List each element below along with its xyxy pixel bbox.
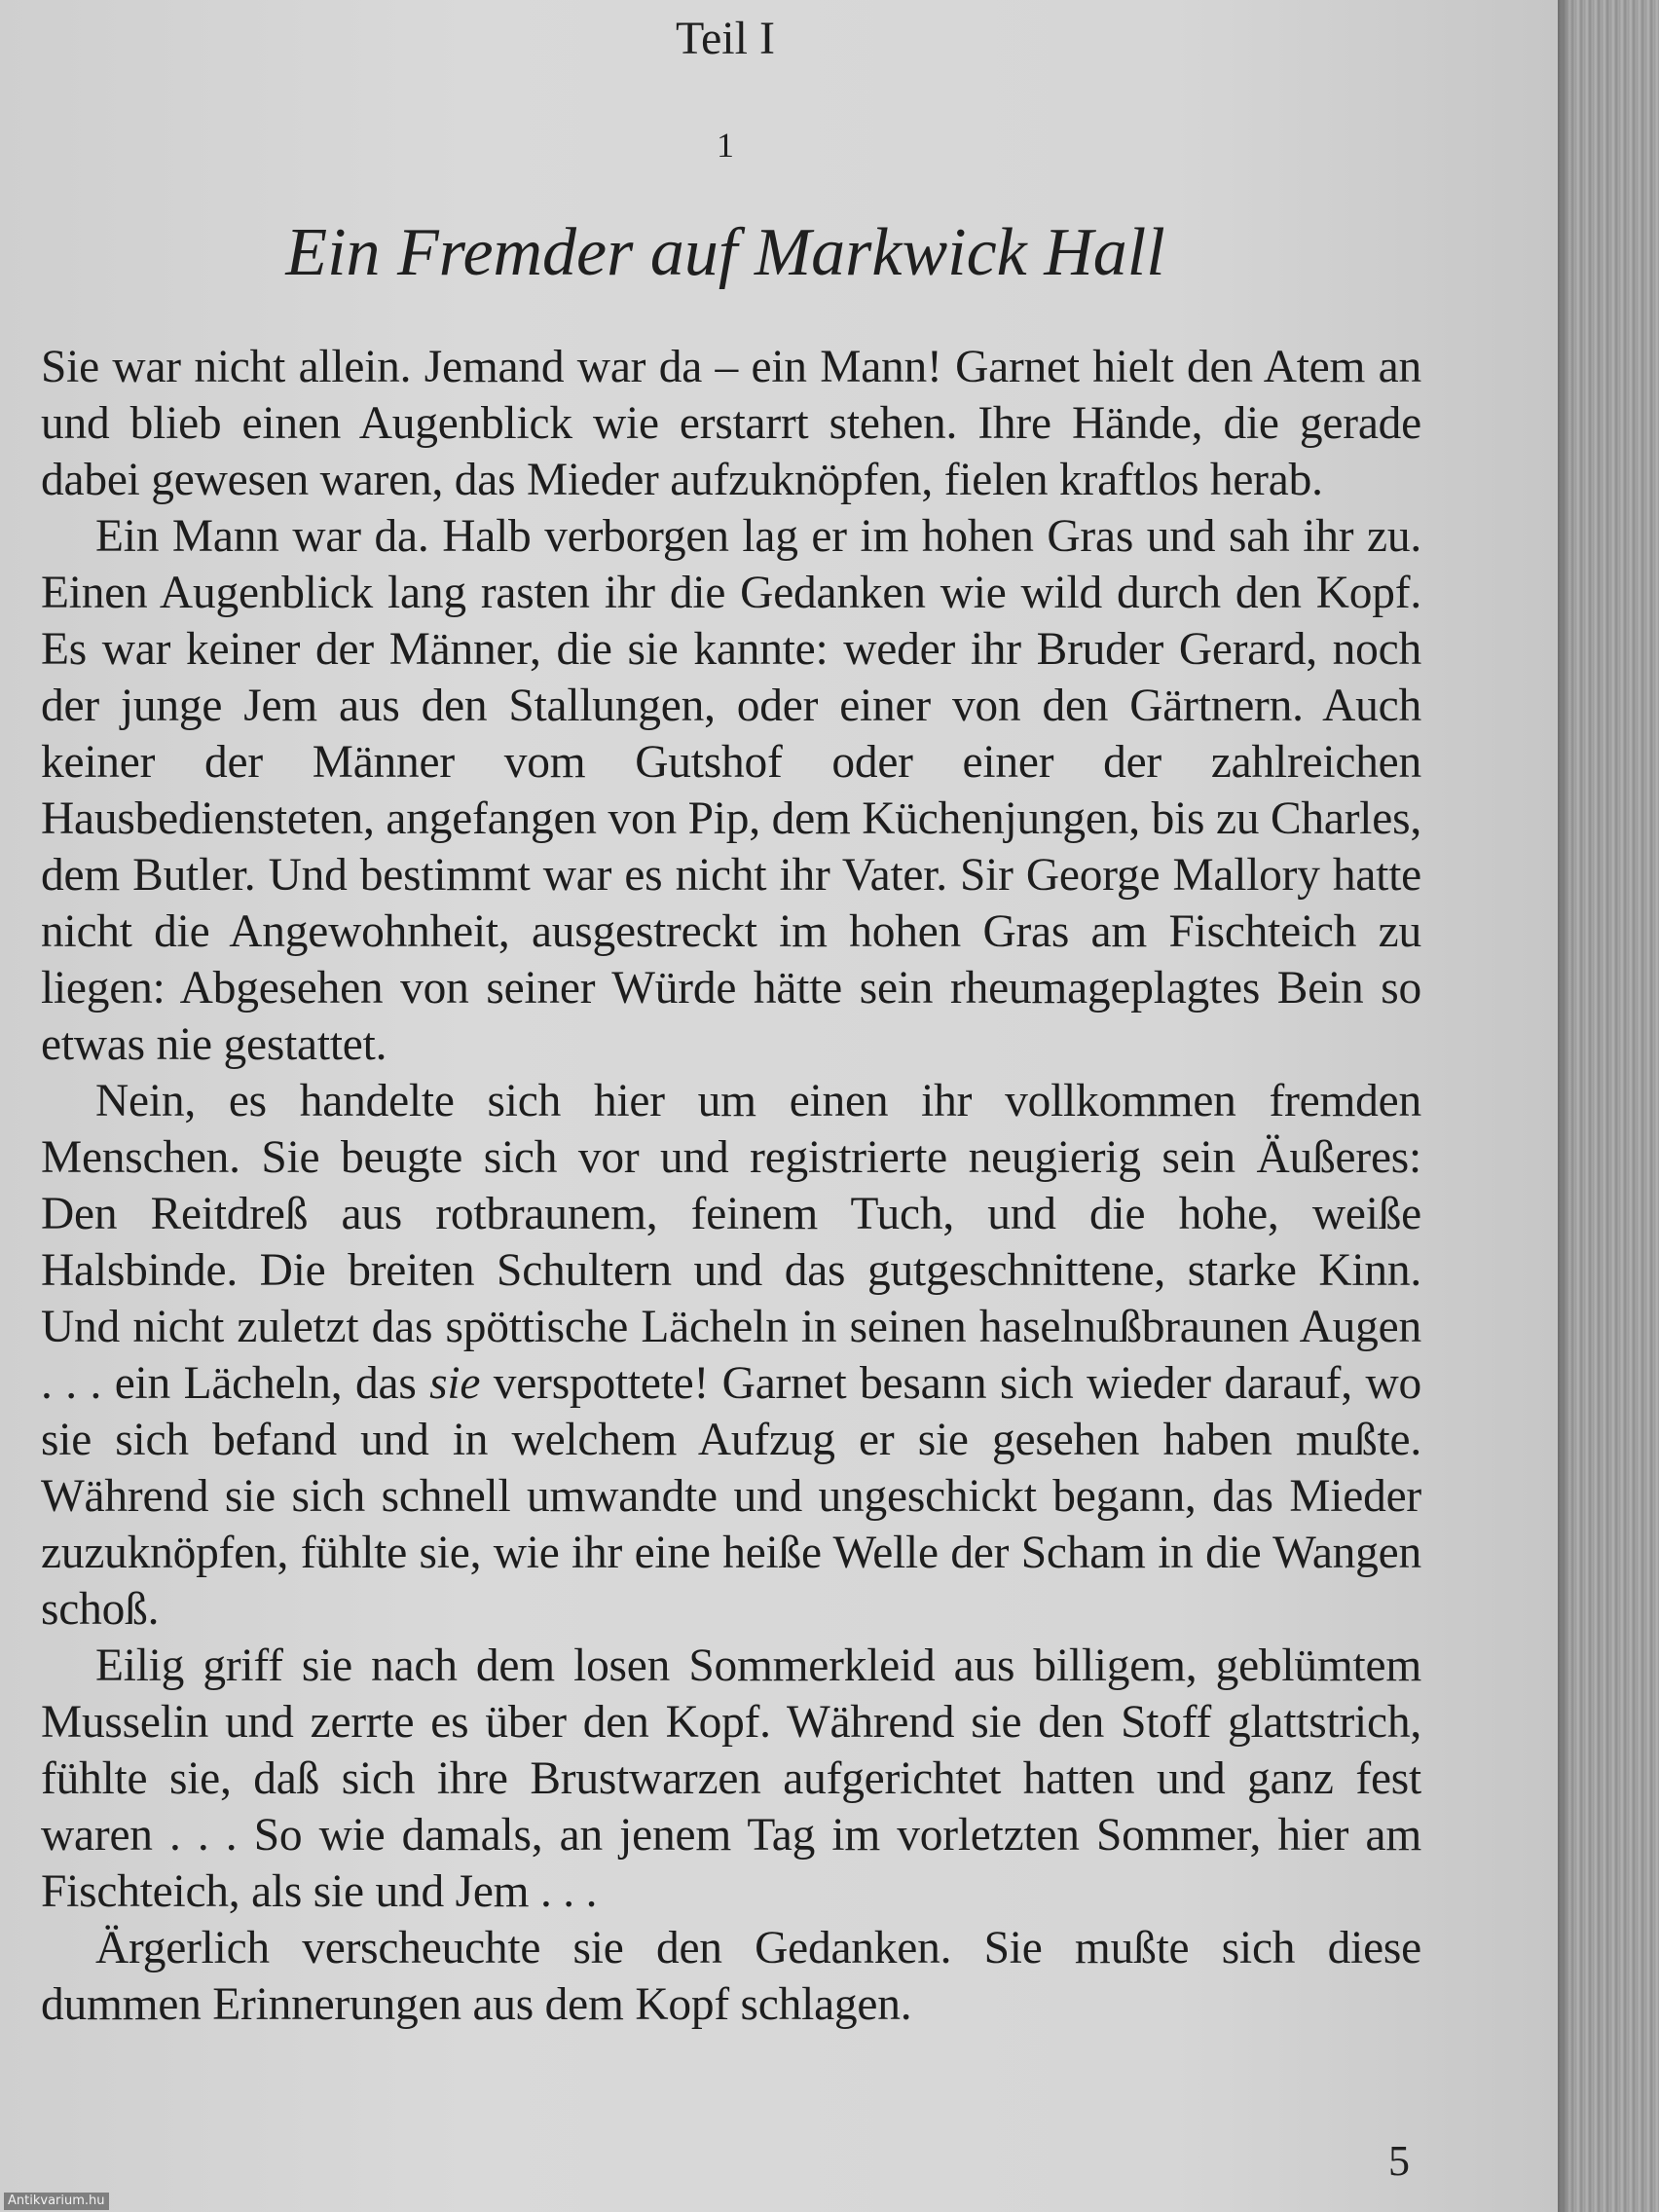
emphasized-word: sie: [429, 1358, 481, 1409]
chapter-title: Ein Fremder auf Markwick Hall: [285, 215, 1165, 290]
paragraph: Eilig griff sie nach dem losen Sommerkleid aus billigem, geblümtem Musselin und zerrte es über den Kopf. Während sie den Stoff glattstrich, fühlte sie, daß sich ihre Brustwarzen aufgerichtet hatten und ganz fest waren . . . So wie damals, an jenem Tag im vorletzten Sommer, hier am Fischteich, als sie und Jem . . .: [41, 1641, 1421, 1917]
chapter-number: 1: [717, 126, 734, 165]
page-number: 5: [1388, 2137, 1410, 2185]
page-edge-stack: [1558, 0, 1659, 2212]
part-title: Teil I: [676, 13, 775, 64]
paragraph-text: verspottete! Garnet besann sich wieder darauf, wo sie sich befand und in welchem Aufzug er sie gesehen haben mußte. Während sie sich schnell umwandte und ungeschickt begann, das Mieder zuzuknöpfen, fühlte sie, wie ihr eine heiße Welle der Scham in die Wangen schoß.: [41, 1358, 1421, 1635]
paragraph: Sie war nicht allein. Jemand war da – ein Mann! Garnet hielt den Atem an und blieb einen Augenblick wie erstarrt stehen. Ihre Hände, die gerade dabei gewesen waren, das Mieder aufzuknöpfen, fielen kraftlos herab.: [41, 342, 1421, 505]
paragraph: Ärgerlich verscheuchte sie den Gedanken. Sie mußte sich diese dummen Erinnerungen aus dem Kopf schlagen.: [41, 1923, 1421, 2030]
watermark: Antikvarium.hu: [4, 2193, 109, 2210]
paragraph: Ein Mann war da. Halb verborgen lag er im hohen Gras und sah ihr zu. Einen Augenblick lang rasten ihr die Gedanken wie wild durch den Kopf. Es war keiner der Männer, die sie kannte: weder ihr Bruder Gerard, noch der junge Jem aus den Stallungen, oder einer von den Gärtnern. Auch keiner der Männer vom Gutshof oder einer der zahlreichen Hausbediensteten, angefangen von Pip, dem Küchenjungen, bis zu Charles, dem Butler. Und bestimmt war es nicht ihr Vater. Sir George Mallory hatte nicht die Angewohnheit, ausgestreckt im hohen Gras am Fischteich zu liegen: Abgesehen von seiner Würde hätte sein rheumageplagtes Bein so etwas nie gestattet.: [41, 511, 1421, 1070]
paragraph: [41, 1073, 1421, 1638]
paragraph-text: Nein, es handelte sich hier um einen ihr vollkommen fremden Menschen. Sie beugte sich vor und registrierte neugierig sein Äußeres: Den Reitdreß aus rotbraunem, feinem Tuch, und die hohe, weiße Halsbinde. Die breiten Schultern und das gutgeschnittene, starke Kinn. Und nicht zuletzt das spöttische Lächeln in seinen haselnußbraunen Augen . . . ein Lächeln, das: [41, 1076, 1421, 1409]
chapter-body: [41, 339, 1421, 2033]
